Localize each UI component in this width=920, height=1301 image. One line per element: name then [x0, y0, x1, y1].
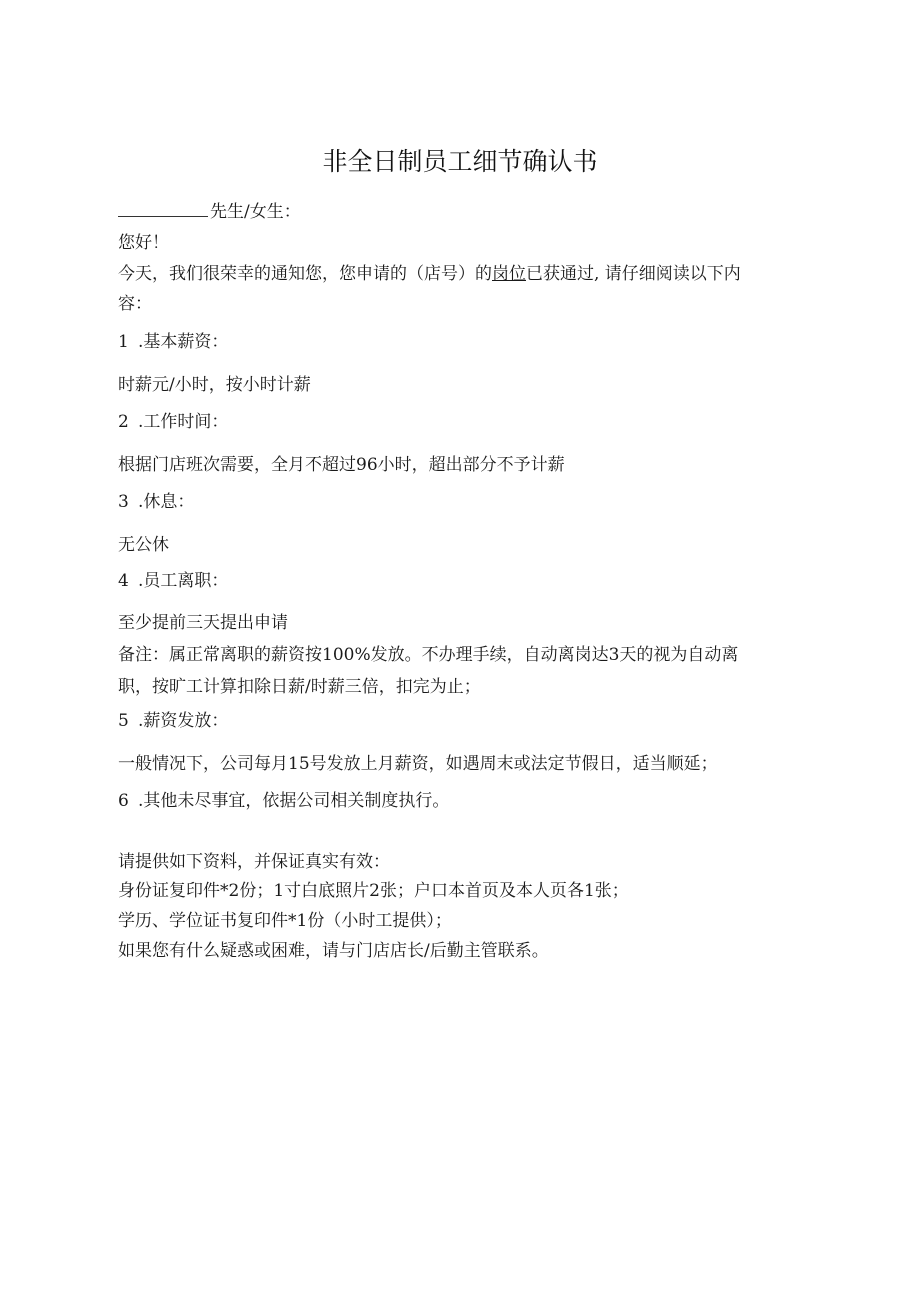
materials-item: 身份证复印件*2份；1寸白底照片2张；户口本首页及本人页各1张； [118, 881, 629, 901]
intro-line [118, 263, 741, 285]
note-line: 职，按旷工计算扣除日薪/时薪三倍，扣完为止； [118, 677, 481, 697]
section-number: 6 [118, 791, 129, 811]
section-number: 2 [118, 412, 129, 432]
salutation-suffix: 先生/女生： [210, 202, 301, 222]
section-heading-text: .薪资发放： [138, 711, 229, 731]
section-heading-text: .休息： [138, 492, 195, 512]
section-body: 根据门店班次需要，全月不超过96小时，超出部分不予计薪 [118, 455, 565, 475]
note-line: 备注：属正常离职的薪资按100%发放。不办理手续，自动离岗达3天的视为自动离 [118, 645, 739, 665]
intro-suffix: 已获通过, 请仔细阅读以下内 [526, 264, 741, 284]
section-number: 3 [118, 492, 129, 512]
contact-line: 如果您有什么疑惑或困难，请与门店店长/后勤主管联系。 [118, 941, 549, 961]
section-heading-text: .工作时间： [138, 412, 229, 432]
section-number: 1 [118, 332, 129, 352]
section-heading [118, 331, 228, 353]
section-heading [118, 710, 228, 732]
section-heading-text: .基本薪资： [138, 332, 229, 352]
intro-wrap: 容： [118, 294, 152, 314]
materials-intro: 请提供如下资料，并保证真实有效： [118, 852, 390, 872]
intro-prefix: 今天，我们很荣幸的通知您，您申请的（店号）的 [118, 264, 492, 284]
section-heading-text: .员工离职： [138, 571, 229, 591]
section-number: 5 [118, 711, 129, 731]
section-heading [118, 570, 228, 592]
section-body: 一般情况下，公司每月15号发放上月薪资，如遇周末或法定节假日，适当顺延； [118, 754, 718, 774]
name-blank [118, 200, 208, 217]
section-body: 无公休 [118, 535, 169, 555]
section-heading [118, 411, 228, 433]
document-title: 非全日制员工细节确认书 [322, 147, 598, 176]
section-body: 至少提前三天提出申请 [118, 613, 288, 633]
materials-item: 学历、学位证书复印件*1份（小时工提供）； [118, 911, 452, 931]
salutation-line [118, 200, 301, 223]
section-heading [118, 790, 449, 812]
section-number: 4 [118, 571, 129, 591]
section-heading [118, 491, 194, 513]
section-heading-text: .其他未尽事宜，依据公司相关制度执行。 [138, 791, 450, 811]
intro-underlined-position: 岗位 [492, 264, 526, 284]
section-body: 时薪元/小时，按小时计薪 [118, 375, 311, 395]
greeting: 您好！ [118, 233, 169, 253]
